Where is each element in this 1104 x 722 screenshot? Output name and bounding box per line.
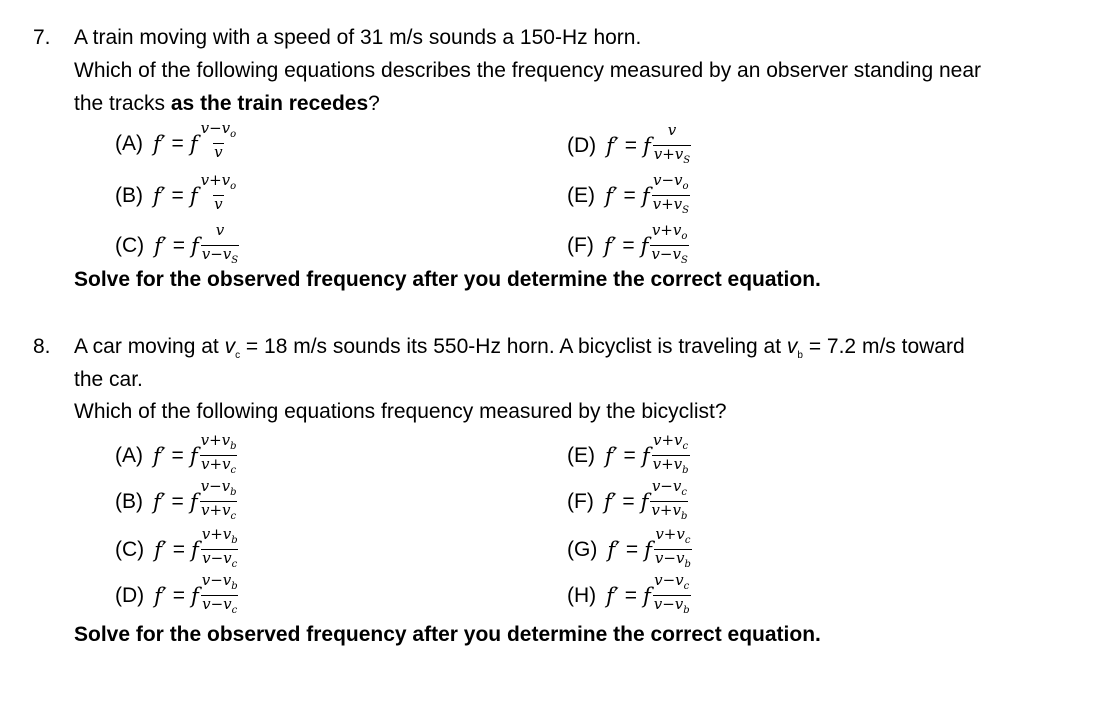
option-fraction: [200, 478, 238, 525]
q8-line-2: the car.: [74, 368, 143, 391]
option-lhs: f′: [153, 183, 166, 208]
option-f: f: [189, 131, 198, 156]
q8-option-h: (H) f′ = f $\frac{v-v_c}{v-v_b}$: [567, 572, 691, 619]
numerator-subscript: o: [230, 181, 237, 192]
denominator-subscript: S: [680, 255, 688, 266]
option-lhs: f′: [607, 537, 620, 562]
numerator-subscript: b: [230, 487, 237, 498]
fraction-denominator: v+v: [200, 455, 231, 473]
q8-line-1-text-b: = 18 m/s sounds its 550-Hz horn. A bicyclist is traveling at: [240, 335, 787, 358]
fraction-numerator: v−v: [200, 119, 231, 137]
numerator-subscript: b: [231, 581, 238, 592]
denominator-subscript: b: [680, 511, 688, 522]
fraction-numerator: v+v: [652, 431, 683, 449]
denominator-subscript: c: [230, 511, 237, 522]
q8-vc-subscript: c: [235, 350, 241, 362]
option-fraction: [201, 526, 239, 573]
denominator-subscript: S: [682, 205, 689, 216]
q8-option-e: (E) f′ = f $\frac{v+v_c}{v+v_b}$: [567, 432, 690, 479]
fraction-numerator: v−v: [654, 571, 684, 589]
q7-option-f: (F) f′ = f $\frac{v+v_o}{v-v_S}$: [567, 222, 689, 269]
option-f: f: [641, 443, 650, 468]
fraction-denominator: v: [214, 195, 223, 213]
option-fraction: [201, 222, 239, 269]
fraction-numerator: v: [215, 221, 225, 239]
numerator-subscript: b: [230, 441, 237, 452]
q8-line-1-text-a: A car moving at: [74, 335, 225, 358]
option-lhs: f′: [603, 489, 617, 514]
q8-option-f: (F) f′ = f $\frac{v-v_c}{v+v_b}$: [567, 478, 688, 525]
q8-solve-instruction: Solve for the observed frequency after you determine the correct equation.: [74, 623, 821, 646]
option-lhs: f′: [154, 583, 167, 608]
option-label: (B): [115, 183, 143, 207]
fraction-numerator: v−v: [201, 571, 232, 589]
option-label: (D): [567, 133, 597, 157]
numerator-subscript: c: [683, 581, 690, 592]
fraction-denominator: v+v: [652, 455, 683, 473]
denominator-subscript: c: [231, 605, 238, 616]
fraction-numerator: v+v: [201, 525, 232, 543]
q8-option-b: (B) f′ = f $\frac{v-v_b}{v+v_c}$: [115, 478, 238, 525]
fraction-numerator: v+v: [651, 221, 682, 239]
q8-number: 8.: [33, 335, 51, 358]
option-label: (A): [115, 443, 143, 467]
q8-vc-symbol: v: [224, 335, 236, 358]
q8-option-g: (G) f′ = f $\frac{v+v_c}{v-v_b}$: [567, 526, 692, 573]
option-label: (C): [115, 537, 145, 561]
fraction-denominator: v−v: [654, 549, 685, 567]
q7-line-3-end: ?: [368, 92, 380, 115]
option-fraction: [653, 122, 691, 169]
fraction-denominator: v: [214, 143, 223, 161]
numerator-subscript: o: [682, 181, 689, 192]
q7-solve-instruction: Solve for the observed frequency after you determine the correct equation.: [74, 268, 821, 291]
numerator-subscript: o: [681, 231, 688, 242]
option-lhs: f′: [153, 489, 166, 514]
option-f: f: [190, 583, 199, 608]
option-fraction: [201, 572, 239, 619]
option-label: (E): [567, 443, 595, 467]
option-label: (D): [115, 583, 145, 607]
option-lhs: f′: [606, 133, 619, 158]
fraction-denominator: v−v: [202, 549, 232, 567]
option-fraction: [652, 432, 690, 479]
option-lhs: f′: [153, 443, 166, 468]
q8-option-c: (C) f′ = f $\frac{v+v_b}{v-v_c}$: [115, 526, 239, 573]
q7-line-3-text: the tracks: [74, 92, 171, 115]
numerator-subscript: c: [682, 441, 689, 452]
fraction-numerator: v: [667, 121, 677, 139]
option-f: f: [641, 183, 650, 208]
option-label: (G): [567, 537, 598, 561]
q8-line-1: [74, 335, 965, 361]
denominator-subscript: b: [682, 465, 689, 476]
fraction-denominator: v−v: [651, 245, 681, 263]
fraction-numerator: v−v: [651, 477, 682, 495]
option-fraction: [652, 172, 690, 219]
option-lhs: f′: [603, 233, 617, 258]
option-label: (H): [567, 583, 597, 607]
denominator-subscript: b: [683, 605, 690, 616]
q8-line-1-text-c: = 7.2 m/s toward: [802, 335, 965, 358]
option-f: f: [640, 489, 649, 514]
q7-line-3-bold: as the train recedes: [170, 92, 369, 115]
fraction-numerator: v+v: [200, 171, 231, 189]
q8-option-a: (A) f′ = f $\frac{v+v_b}{v+v_c}$: [115, 432, 238, 479]
option-fraction: [653, 572, 691, 619]
numerator-subscript: o: [230, 129, 237, 140]
option-label: (E): [567, 183, 595, 207]
option-label: (B): [115, 489, 143, 513]
fraction-numerator: v+v: [655, 525, 685, 543]
q7-option-e: (E) f′ = f $\frac{v-v_o}{v+v_S}$: [567, 172, 690, 219]
option-lhs: f′: [605, 183, 618, 208]
numerator-subscript: c: [684, 535, 691, 546]
option-label: (C): [115, 233, 145, 257]
option-fraction: [650, 222, 688, 269]
denominator-subscript: c: [230, 465, 237, 476]
fraction-denominator: v−v: [653, 595, 684, 613]
option-fraction: [654, 526, 692, 573]
option-f: f: [189, 489, 198, 514]
option-lhs: f′: [154, 233, 167, 258]
option-f: f: [640, 233, 649, 258]
denominator-subscript: b: [684, 559, 691, 570]
option-f: f: [189, 183, 198, 208]
fraction-denominator: v+v: [653, 145, 684, 163]
denominator-subscript: S: [231, 255, 239, 266]
option-lhs: f′: [154, 537, 167, 562]
fraction-denominator: v−v: [202, 595, 232, 613]
fraction-numerator: v−v: [200, 477, 231, 495]
q8-option-d: (D) f′ = f $\frac{v-v_b}{v-v_c}$: [115, 572, 239, 619]
option-fraction: [200, 120, 238, 167]
option-lhs: f′: [606, 583, 619, 608]
option-f: f: [190, 537, 199, 562]
numerator-subscript: c: [681, 487, 687, 498]
option-f: f: [642, 583, 651, 608]
option-f: f: [644, 537, 652, 562]
fraction-numerator: v−v: [653, 171, 683, 189]
denominator-subscript: c: [231, 559, 238, 570]
option-f: f: [642, 133, 651, 158]
q7-line-2: Which of the following equations describes the frequency measured by an observer standing near: [74, 59, 982, 82]
q7-option-c: (C) f′ = f $\frac{v}{v-v_S}$: [115, 222, 239, 269]
q7-line-3: [74, 92, 380, 116]
option-f: f: [189, 443, 198, 468]
option-label: (A): [115, 131, 143, 155]
numerator-subscript: b: [231, 535, 238, 546]
fraction-denominator: v+v: [200, 501, 231, 519]
option-f: f: [190, 233, 199, 258]
q7-option-a: (A) f′ = f $\frac{v-v_o}{v}$: [115, 120, 237, 167]
option-fraction: [650, 478, 688, 525]
fraction-denominator: v−v: [201, 245, 232, 263]
q8-line-3: Which of the following equations frequency measured by the bicyclist?: [74, 400, 727, 423]
option-lhs: f′: [605, 443, 618, 468]
option-label: (F): [567, 233, 594, 257]
fraction-denominator: v+v: [651, 501, 681, 519]
q7-line-1: A train moving with a speed of 31 m/s sounds a 150-Hz horn.: [74, 26, 642, 49]
q7-option-b: (B) f′ = f $\frac{v+v_o}{v}$: [115, 172, 237, 219]
q7-number: 7.: [33, 26, 51, 49]
q7-option-d: (D) f′ = f $\frac{v}{v+v_S}$: [567, 122, 691, 169]
option-fraction: [200, 432, 238, 479]
q8-vb-subscript: b: [797, 350, 803, 362]
denominator-subscript: S: [683, 155, 691, 166]
q8-vb-symbol: v: [786, 335, 798, 358]
option-fraction: [200, 172, 238, 219]
option-lhs: f′: [153, 131, 166, 156]
fraction-denominator: v+v: [652, 195, 683, 213]
option-label: (F): [567, 489, 594, 513]
fraction-numerator: v+v: [200, 431, 231, 449]
